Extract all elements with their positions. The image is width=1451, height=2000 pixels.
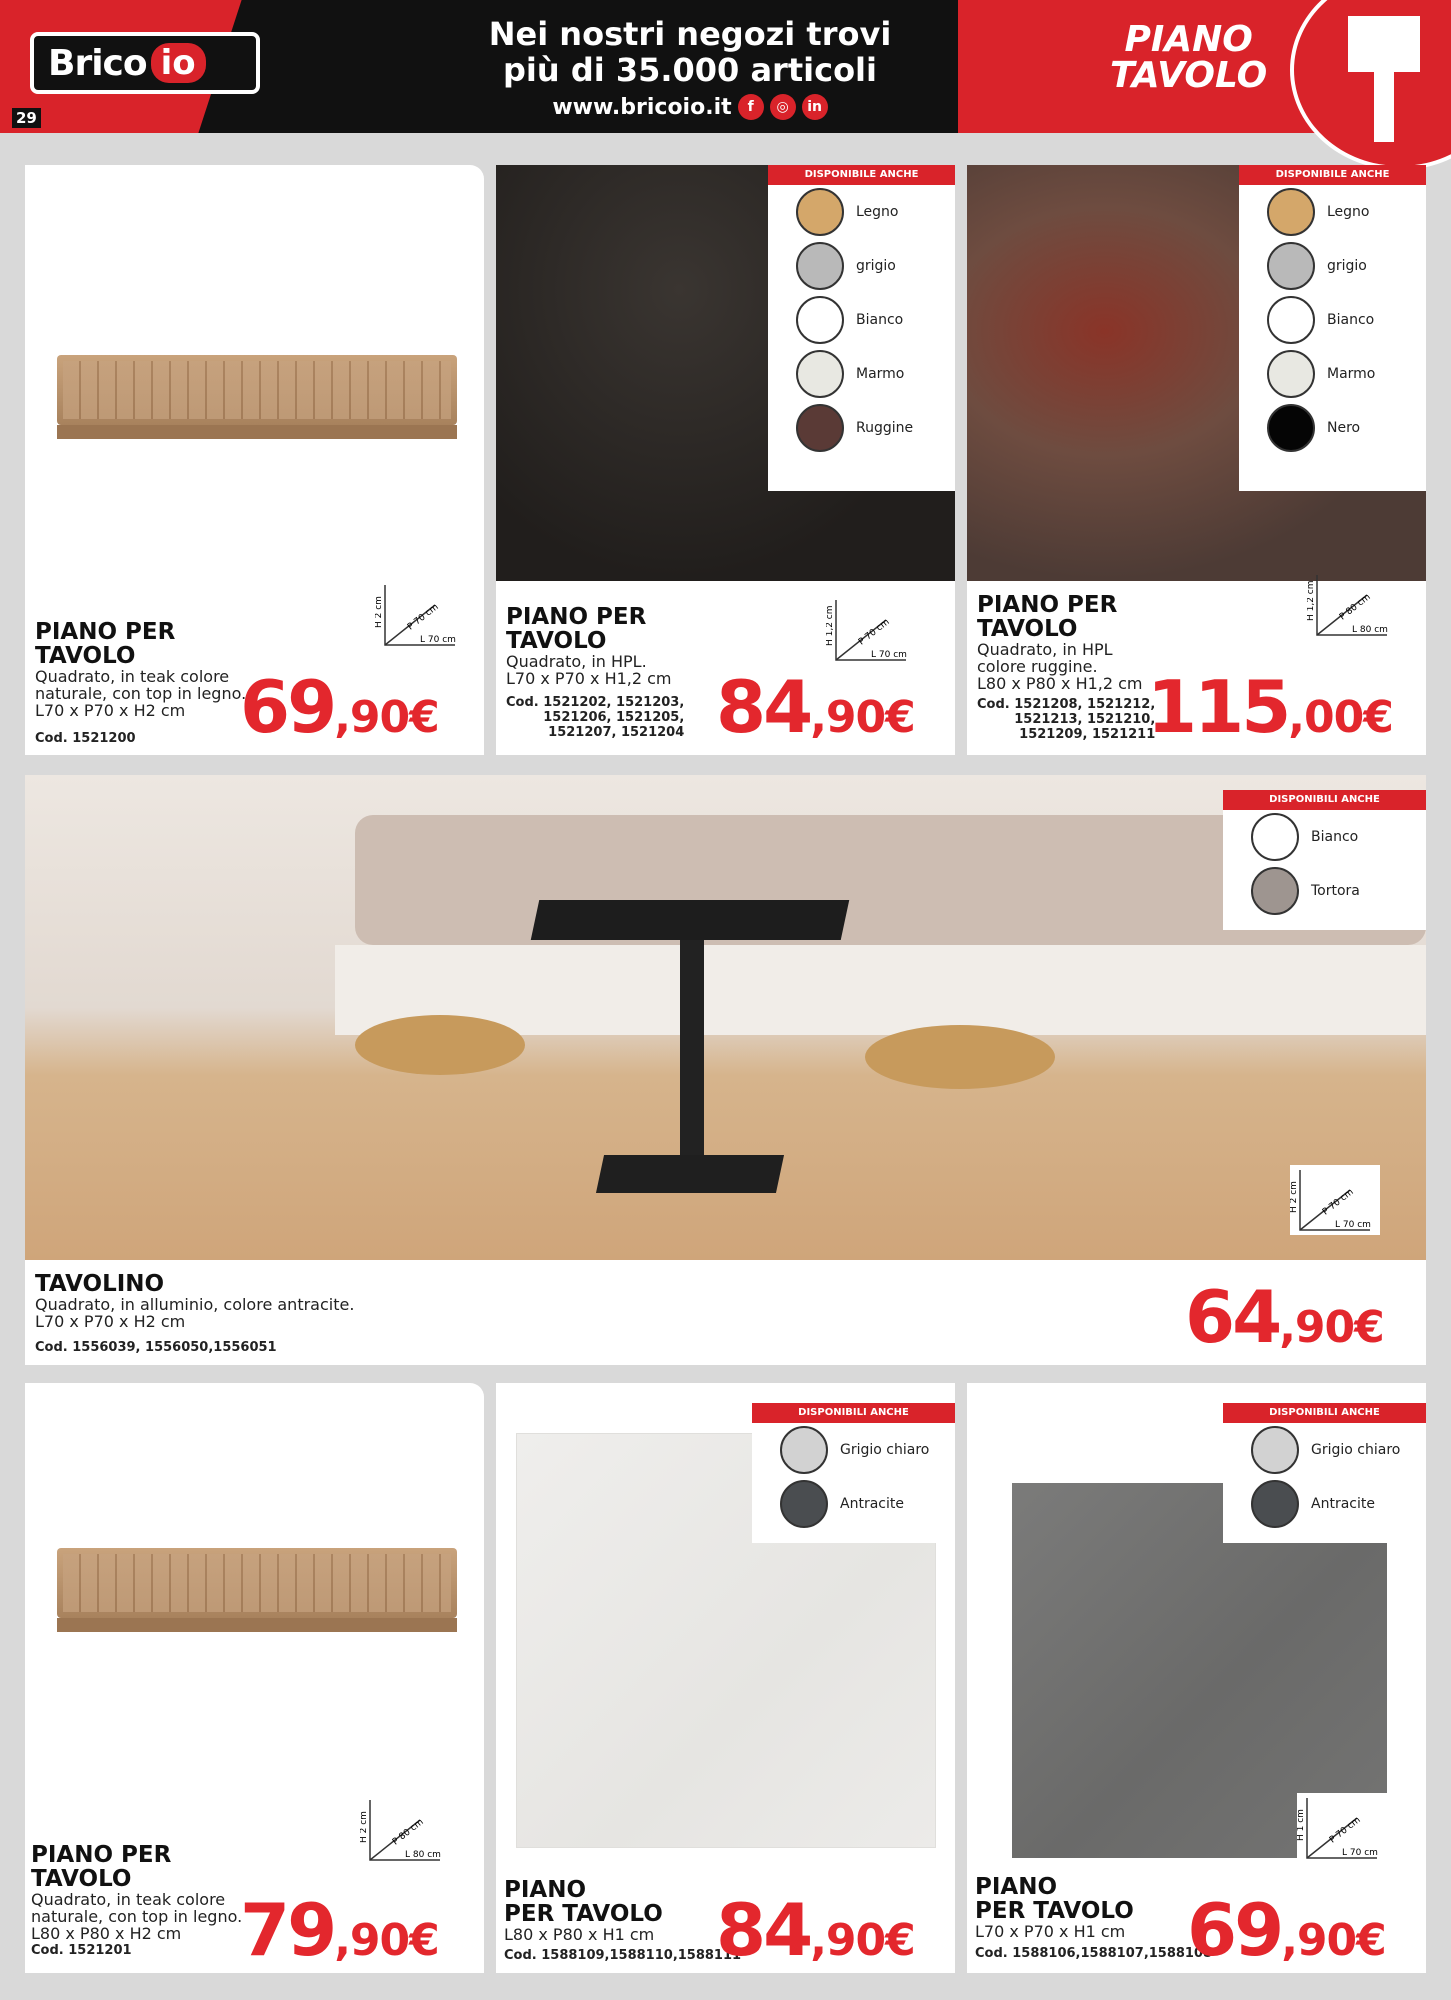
product-name — [506, 605, 646, 653]
product-price — [1147, 665, 1393, 749]
price-decimal: ,90€ — [810, 1915, 915, 1966]
price-integer: 84 — [716, 1888, 811, 1972]
logo-brico-text: Brico — [48, 42, 147, 84]
swatch-antracite — [780, 1480, 828, 1528]
price-integer: 115 — [1147, 665, 1289, 749]
dim-h: H 2 cm — [375, 596, 384, 628]
header-tagline — [400, 16, 980, 120]
dim-h: H 1,2 cm — [1307, 580, 1316, 621]
dim-l: L 80 cm — [1352, 625, 1388, 635]
swatch-label: Legno — [856, 204, 899, 220]
desc-line: Quadrato, in teak colore — [35, 667, 230, 686]
product-description — [35, 668, 246, 719]
product-code: Cod. 1556039, 1556050,1556051 — [35, 1340, 277, 1355]
product-name — [977, 593, 1117, 641]
product-code: Cod. 1588106,1588107,1588108 — [975, 1946, 1213, 1961]
swatch-label: Antracite — [840, 1496, 904, 1512]
logo-io-text: io — [151, 43, 206, 83]
product-price — [1185, 1275, 1384, 1359]
swatch-grigio-chiaro — [1251, 1426, 1299, 1474]
product-name-line-2: TAVOLO — [977, 616, 1078, 642]
product-card[interactable] — [25, 165, 484, 755]
chair-left-shape — [355, 1015, 525, 1075]
dim-p: P 80 cm — [390, 1817, 426, 1848]
product-description — [506, 653, 672, 687]
code-line: Cod. 1521202, 1521203, — [506, 695, 685, 710]
product-card[interactable] — [25, 1383, 484, 1973]
swatch-option[interactable] — [1223, 864, 1426, 918]
product-name-line-1: PIANO PER — [35, 619, 176, 645]
dimension-icon — [826, 595, 916, 665]
availability-title: DISPONIBILI ANCHE — [752, 1403, 955, 1423]
price-decimal: ,90€ — [1281, 1915, 1386, 1966]
table-leg-shape — [680, 940, 704, 1155]
price-integer: 84 — [716, 665, 811, 749]
swatch-option[interactable] — [752, 1477, 955, 1531]
product-name-line-1: PIANO PER — [977, 592, 1118, 618]
table-base-shape — [596, 1155, 784, 1193]
product-name: TAVOLINO — [35, 1271, 165, 1297]
swatch-label: Ruggine — [856, 420, 914, 436]
table-icon-leg — [1374, 72, 1394, 142]
swatch-label: Nero — [1327, 420, 1361, 436]
bricoio-logo[interactable] — [30, 32, 260, 94]
availability-panel — [768, 165, 955, 491]
code-line: 1521206, 1521205, — [543, 710, 685, 725]
swatch-label: Bianco — [856, 312, 904, 328]
dim-p: P 70 cm — [1327, 1815, 1363, 1846]
desc-line: naturale, con top in legno. — [35, 684, 247, 703]
desc-line: L80 x P80 x H2 cm — [31, 1924, 182, 1943]
availability-title: DISPONIBILE ANCHE — [768, 165, 955, 185]
swatch-bianco — [796, 296, 844, 344]
product-name — [504, 1878, 663, 1926]
facebook-icon[interactable]: f — [738, 94, 764, 120]
website-link[interactable]: www.bricoio.it — [552, 94, 732, 120]
price-integer: 79 — [240, 1888, 335, 1972]
dim-h: H 1,2 cm — [826, 605, 835, 646]
swatch-grigio-chiaro — [780, 1426, 828, 1474]
dimension-icon — [360, 1795, 450, 1865]
desc-line: Quadrato, in alluminio, colore antracite. — [35, 1295, 355, 1314]
availability-panel — [752, 1403, 955, 1543]
swatch-nero — [1267, 404, 1315, 452]
teak-table-top-image — [57, 1548, 457, 1618]
tagline-line-2: più di 35.000 articoli — [503, 51, 877, 89]
product-name-line-2: TAVOLO — [506, 628, 607, 654]
availability-title: DISPONIBILE ANCHE — [1239, 165, 1426, 185]
product-name-line-2: PER TAVOLO — [504, 1901, 663, 1927]
price-decimal: ,00€ — [1288, 692, 1393, 743]
desc-line: Quadrato, in HPL — [977, 640, 1113, 659]
swatch-option[interactable] — [1223, 1477, 1426, 1531]
swatch-tortora — [1251, 867, 1299, 915]
page-number: 29 — [12, 108, 41, 128]
product-name-line-1: PIANO PER — [506, 604, 647, 630]
dim-h: H 2 cm — [360, 1811, 369, 1843]
section-title — [1110, 19, 1268, 96]
desc-line: Quadrato, in HPL. — [506, 652, 647, 671]
availability-panel — [1223, 790, 1426, 930]
swatch-label: Legno — [1327, 204, 1370, 220]
swatch-option[interactable] — [768, 185, 955, 239]
section-title-line-1: PIANO — [1124, 19, 1253, 60]
product-name — [35, 620, 175, 668]
product-card[interactable] — [967, 165, 1426, 755]
swatch-option[interactable] — [1239, 347, 1426, 401]
dim-l: L 80 cm — [405, 1850, 441, 1860]
teak-edge — [57, 1618, 457, 1632]
product-code — [506, 695, 684, 740]
availability-panel — [1223, 1403, 1426, 1543]
instagram-icon[interactable]: ◎ — [770, 94, 796, 120]
availability-panel — [1239, 165, 1426, 491]
swatch-marmo — [1267, 350, 1315, 398]
dim-p: P 70 cm — [405, 602, 441, 633]
swatch-label: Marmo — [856, 366, 905, 382]
swatch-ruggine — [796, 404, 844, 452]
chair-right-shape — [865, 1025, 1055, 1089]
table-top-shape — [531, 900, 850, 940]
tagline-line-1: Nei nostri negozi trovi — [488, 15, 892, 53]
swatch-option[interactable] — [768, 347, 955, 401]
product-code: Cod. 1588109,1588110,1588111 — [504, 1948, 742, 1963]
price-decimal: ,90€ — [1279, 1302, 1384, 1353]
product-code: Cod. 1521200 — [35, 731, 136, 746]
swatch-grigio — [1267, 242, 1315, 290]
swatch-option[interactable] — [1239, 293, 1426, 347]
swatch-marmo — [796, 350, 844, 398]
swatch-option[interactable] — [768, 239, 955, 293]
swatch-label: grigio — [856, 258, 896, 274]
desc-line: colore ruggine. — [977, 657, 1098, 676]
dim-l: L 70 cm — [1335, 1220, 1371, 1230]
product-description — [977, 641, 1143, 692]
product-card[interactable] — [496, 1383, 955, 1973]
dimension-icon — [1297, 1793, 1387, 1863]
dim-l: L 70 cm — [1342, 1848, 1378, 1858]
dim-h: H 1 cm — [1297, 1809, 1306, 1841]
desc-line: L70 x P70 x H2 cm — [35, 701, 186, 720]
swatch-grigio — [796, 242, 844, 290]
product-card[interactable] — [25, 775, 1426, 1365]
product-price — [716, 665, 915, 749]
desc-line: naturale, con top in legno. — [31, 1907, 243, 1926]
product-card[interactable] — [967, 1383, 1426, 1973]
availability-title: DISPONIBILI ANCHE — [1223, 790, 1426, 810]
website-row — [400, 94, 980, 120]
code-line: 1521213, 1521210, — [1014, 712, 1156, 727]
price-integer: 69 — [240, 665, 335, 749]
product-name-line-2: PER TAVOLO — [975, 1898, 1134, 1924]
product-price — [240, 665, 439, 749]
product-name — [975, 1875, 1134, 1923]
swatch-option[interactable] — [1239, 401, 1426, 455]
teak-table-top-image — [57, 355, 457, 425]
price-integer: 69 — [1187, 1888, 1282, 1972]
dim-l: L 70 cm — [871, 650, 907, 660]
product-card[interactable] — [496, 165, 955, 755]
swatch-option[interactable] — [1239, 185, 1426, 239]
desc-line: L80 x P80 x H1,2 cm — [977, 674, 1143, 693]
swatch-option[interactable] — [1223, 1423, 1426, 1477]
swatch-label: Marmo — [1327, 366, 1376, 382]
price-decimal: ,90€ — [810, 692, 915, 743]
code-line: 1521207, 1521204 — [548, 725, 685, 740]
dimension-icon — [1307, 570, 1397, 640]
code-line: 1521209, 1521211 — [1019, 727, 1156, 742]
swatch-option[interactable] — [1239, 239, 1426, 293]
swatch-bianco — [1251, 813, 1299, 861]
swatch-legno — [1267, 188, 1315, 236]
product-name-line-2: TAVOLO — [35, 643, 136, 669]
section-title-line-2: TAVOLO — [1110, 55, 1268, 96]
desc-line: Quadrato, in teak colore — [31, 1890, 226, 1909]
product-price — [716, 1888, 915, 1972]
price-decimal: ,90€ — [334, 692, 439, 743]
dim-p: P 80 cm — [1337, 592, 1373, 623]
dimension-icon — [1290, 1165, 1380, 1235]
price-integer: 64 — [1185, 1275, 1280, 1359]
swatch-option[interactable] — [1223, 810, 1426, 864]
bench-base-shape — [335, 945, 1426, 1035]
swatch-option[interactable] — [768, 293, 955, 347]
product-code: Cod. 1521201 — [31, 1943, 132, 1958]
swatch-option[interactable] — [768, 401, 955, 455]
swatch-label: Bianco — [1327, 312, 1375, 328]
product-description — [35, 1296, 354, 1330]
swatch-label: Antracite — [1311, 1496, 1375, 1512]
teak-edge — [57, 425, 457, 439]
dimension-icon — [375, 580, 465, 650]
swatch-label: Grigio chiaro — [1311, 1442, 1401, 1458]
desc-line: L70 x P70 x H1,2 cm — [506, 669, 672, 688]
product-price — [1187, 1888, 1386, 1972]
dim-p: P 70 cm — [856, 617, 892, 648]
table-icon — [1348, 16, 1420, 72]
product-name-line-1: PIANO — [504, 1877, 587, 1903]
swatch-label: grigio — [1327, 258, 1367, 274]
page-header — [0, 0, 1451, 133]
product-name-line-2: TAVOLO — [31, 1866, 132, 1892]
swatch-option[interactable] — [752, 1423, 955, 1477]
product-description — [31, 1891, 242, 1942]
swatch-label: Grigio chiaro — [840, 1442, 930, 1458]
desc-line: L70 x P70 x H2 cm — [35, 1312, 186, 1331]
dim-p: P 70 cm — [1320, 1187, 1356, 1218]
swatch-label: Tortora — [1311, 883, 1360, 899]
swatch-bianco — [1267, 296, 1315, 344]
dim-h: H 2 cm — [1290, 1181, 1299, 1213]
swatch-legno — [796, 188, 844, 236]
code-line: Cod. 1521208, 1521212, — [977, 697, 1156, 712]
linkedin-icon[interactable]: in — [802, 94, 828, 120]
product-name-line-1: PIANO — [975, 1874, 1058, 1900]
product-code — [977, 697, 1155, 742]
product-description: L80 x P80 x H1 cm — [504, 1925, 655, 1944]
swatch-antracite — [1251, 1480, 1299, 1528]
swatch-label: Bianco — [1311, 829, 1359, 845]
product-name — [31, 1843, 171, 1891]
product-name-line-1: PIANO PER — [31, 1842, 172, 1868]
dim-l: L 70 cm — [420, 635, 456, 645]
availability-title: DISPONIBILI ANCHE — [1223, 1403, 1426, 1423]
price-decimal: ,90€ — [334, 1915, 439, 1966]
product-price — [240, 1888, 439, 1972]
product-description: L70 x P70 x H1 cm — [975, 1922, 1126, 1941]
